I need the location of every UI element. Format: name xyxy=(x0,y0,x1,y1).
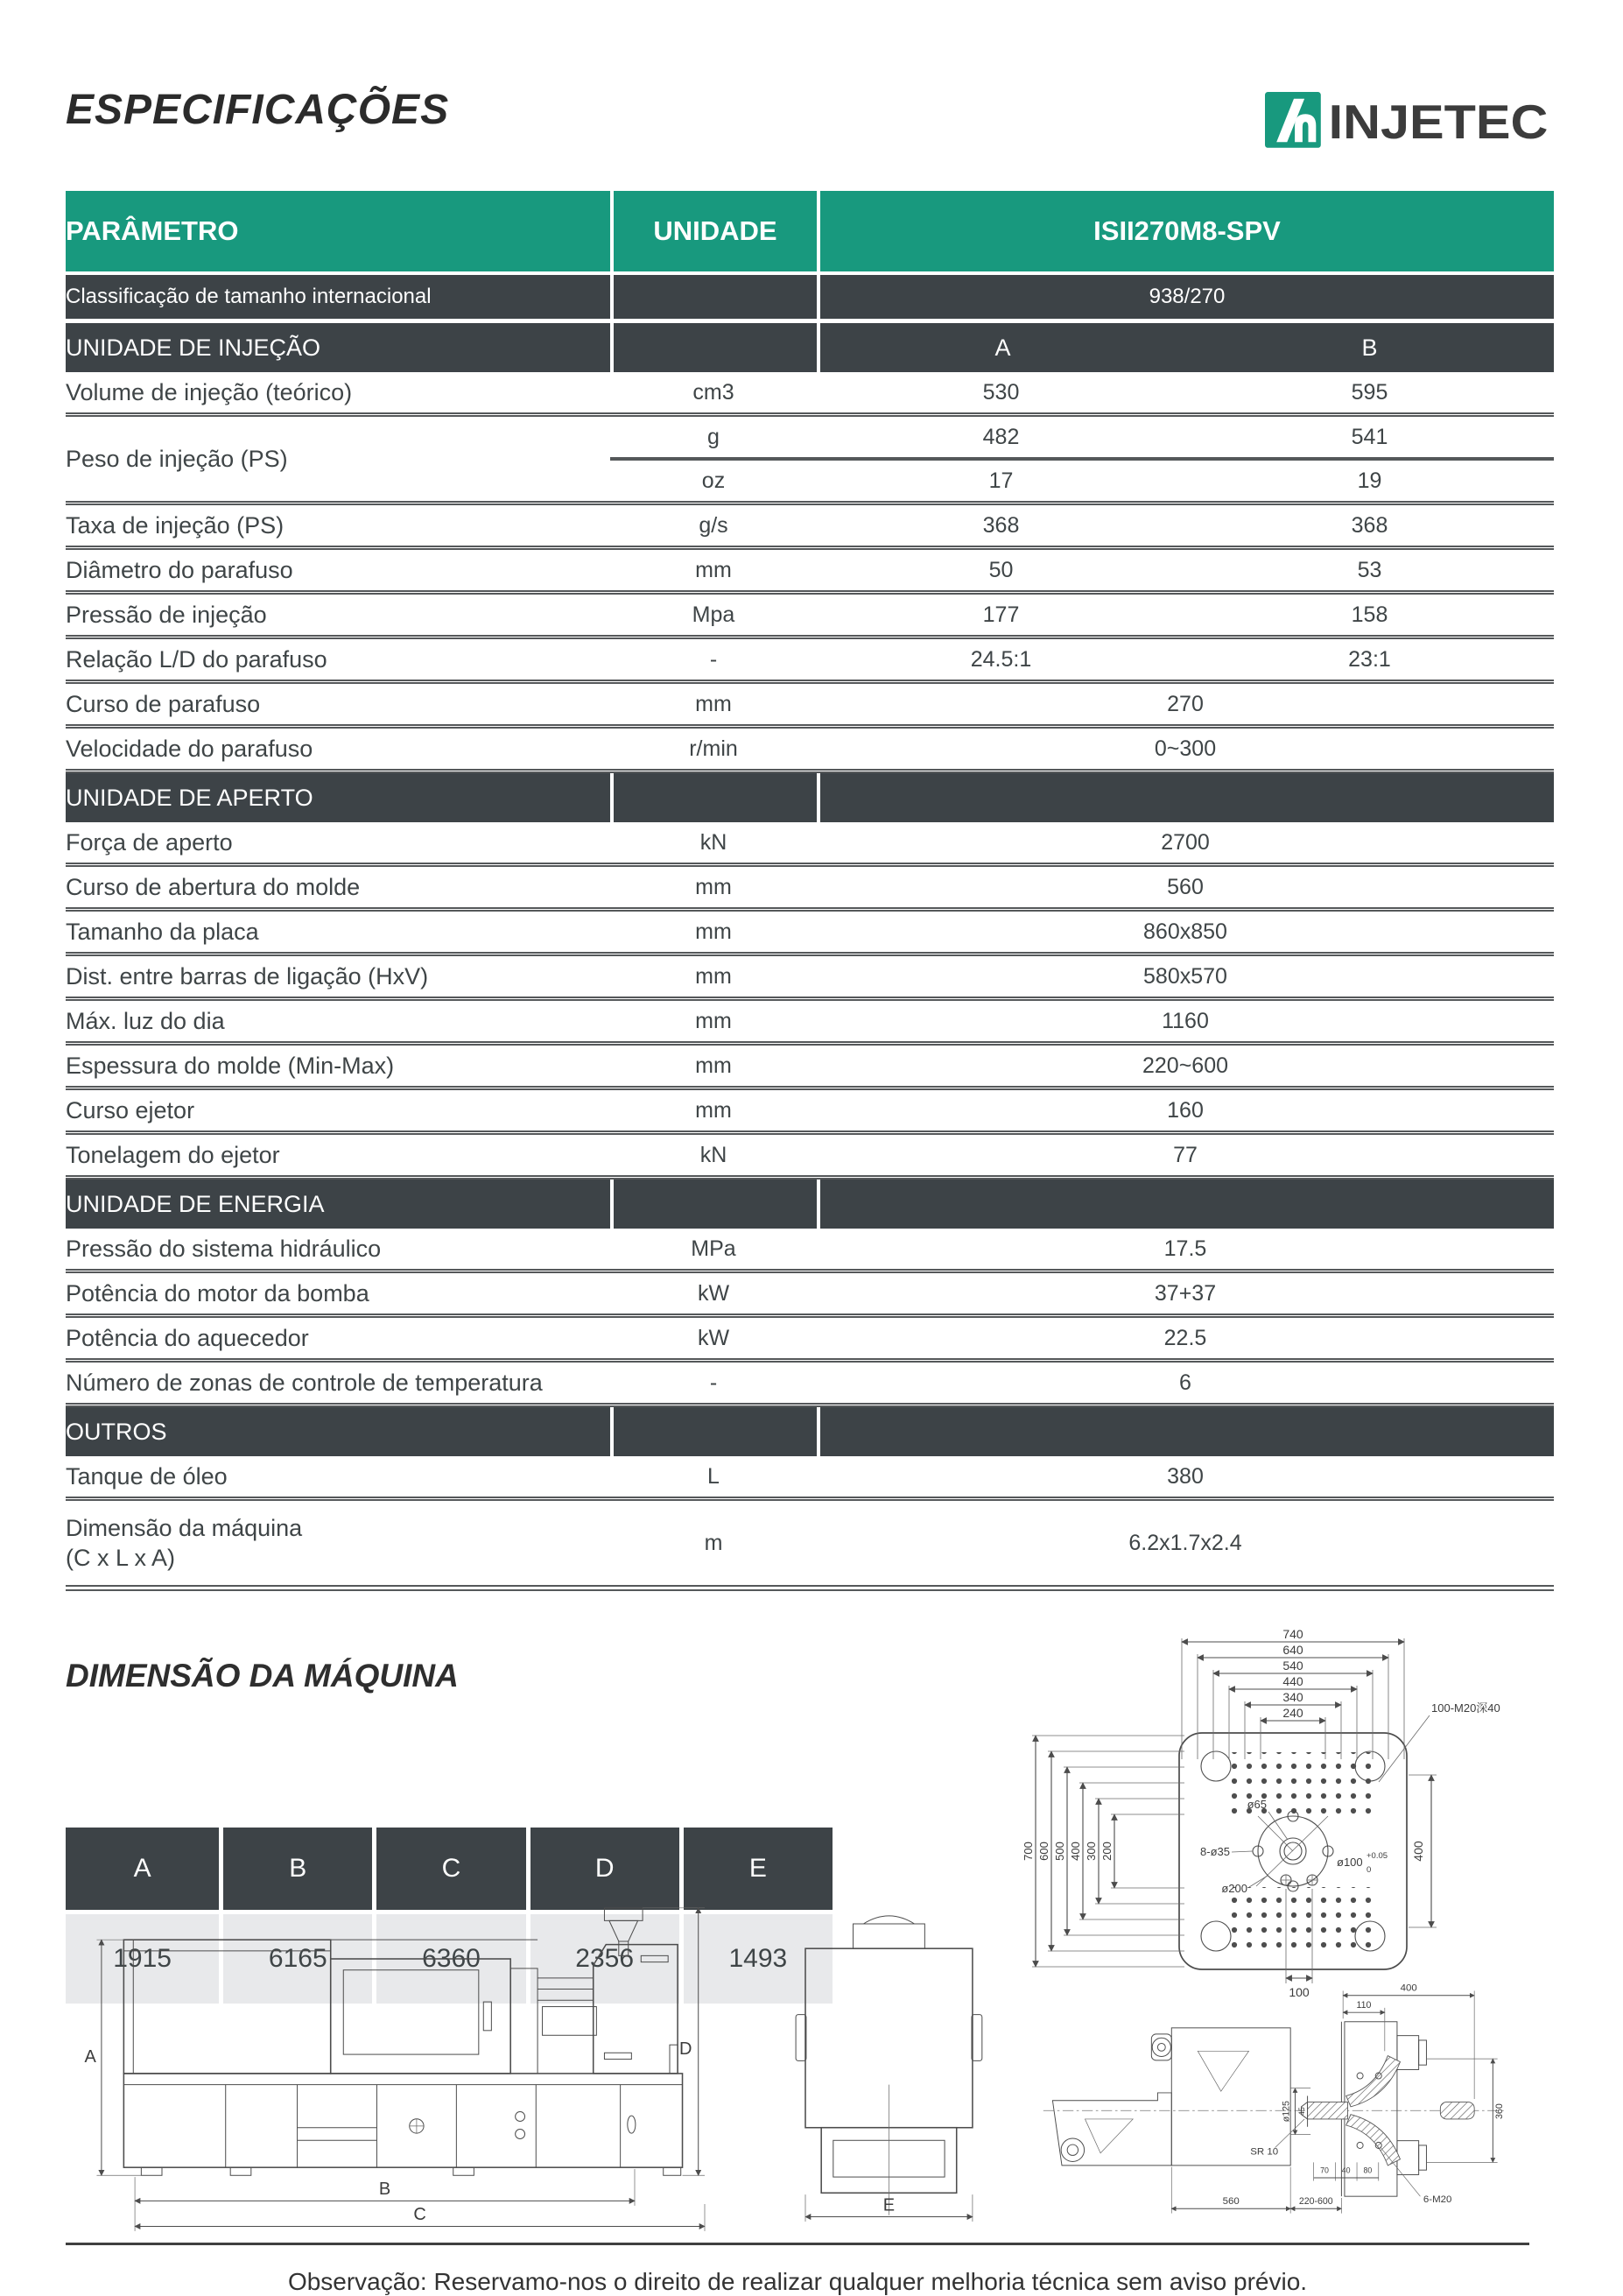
row-label: Velocidade do parafuso xyxy=(66,729,610,773)
row-label: Tamanho da placa xyxy=(66,912,610,956)
dim-label: 360 xyxy=(1493,2103,1505,2119)
spec-table xyxy=(66,191,1554,1591)
section-others-label: OUTROS xyxy=(66,1407,610,1456)
clamp-frame xyxy=(1052,2028,1290,2166)
dim-val-a: 1915 xyxy=(66,1914,219,2004)
table-row-pressao xyxy=(66,595,1554,639)
annotation-d65: ø65 xyxy=(1247,1798,1267,1811)
row-value-b: 368 xyxy=(1185,505,1554,550)
dim-label: 6-M20 xyxy=(1423,2194,1452,2206)
dim-label: 300 xyxy=(1085,1842,1098,1861)
platen-top-dims xyxy=(1182,1628,1404,1759)
size-class-label: Classificação de tamanho internacional xyxy=(66,275,610,323)
row-value: 0~300 xyxy=(817,729,1554,773)
dim-val-d: 2356 xyxy=(526,1914,679,2004)
row-value-a: 530 xyxy=(817,372,1185,417)
col-header-unit: UNIDADE xyxy=(610,191,817,275)
section-empty-cell xyxy=(610,773,817,822)
row-unit: oz xyxy=(610,461,817,505)
dim-b-label: B xyxy=(378,2180,391,2200)
row-unit: L xyxy=(610,1456,817,1501)
row-label: Pressão de injeção xyxy=(66,595,610,639)
row-label-line2: (C x L x A) xyxy=(66,1545,176,1571)
row-value: 220~600 xyxy=(817,1046,1554,1090)
row-value-a: 50 xyxy=(817,550,1185,595)
row-unit: m xyxy=(610,1501,817,1591)
row-value: 270 xyxy=(817,684,1554,729)
front-view-dims xyxy=(805,2194,973,2222)
row-value-b: 53 xyxy=(1185,550,1554,595)
row-label: Potência do motor da bomba xyxy=(66,1273,610,1318)
dim-label: 40 xyxy=(1341,2166,1351,2175)
table-row-curso-abertura xyxy=(66,867,1554,912)
dim-label: 400 xyxy=(1400,1983,1417,1994)
dim-label: 400 xyxy=(1069,1842,1082,1861)
table-row-pressao-hidr xyxy=(66,1229,1554,1273)
row-value: 580x570 xyxy=(817,956,1554,1001)
row-unit: kN xyxy=(610,1135,817,1180)
page-title: ESPECIFICAÇÕES xyxy=(66,87,450,133)
dim-label: 220-600 xyxy=(1298,2195,1333,2207)
clamp-detail-dims xyxy=(1171,1983,1505,2213)
dim-col-b: B xyxy=(219,1828,372,1914)
dim-label: 70 xyxy=(1320,2166,1329,2175)
platen-drawing xyxy=(1022,1628,1547,2004)
row-label: Relação L/D do parafuso xyxy=(66,639,610,684)
size-class-row xyxy=(66,275,1554,323)
brand-logo xyxy=(1265,89,1554,157)
machine-front-view-drawing xyxy=(762,1889,1016,2239)
dim-label: 340 xyxy=(1282,1690,1303,1704)
row-value-b: 541 xyxy=(1185,417,1554,461)
annotation-tolerance-upper: +0.05 xyxy=(1367,1851,1388,1861)
section-empty-cell xyxy=(610,1407,817,1456)
table-row-diametro xyxy=(66,550,1554,595)
row-label: Peso de injeção (PS) xyxy=(66,417,610,505)
row-value: 560 xyxy=(817,867,1554,912)
row-value-a: 368 xyxy=(817,505,1185,550)
annotation-tolerance-lower: 0 xyxy=(1367,1865,1372,1875)
dim-c-label: C xyxy=(413,2205,426,2225)
row-label: Curso ejetor xyxy=(66,1090,610,1135)
row-unit: mm xyxy=(610,867,817,912)
row-unit: g/s xyxy=(610,505,817,550)
dim-col-d: D xyxy=(526,1828,679,1914)
table-row-max-luz xyxy=(66,1001,1554,1046)
section-others-row xyxy=(66,1407,1554,1456)
section-empty-cell xyxy=(817,1180,1554,1229)
annotation-d100: ø100 xyxy=(1337,1856,1363,1869)
row-unit: - xyxy=(610,639,817,684)
row-label: Tanque de óleo xyxy=(66,1456,610,1501)
dim-val-e: 1493 xyxy=(679,1914,833,2004)
row-unit: MPa xyxy=(610,1229,817,1273)
platen-left-dims xyxy=(1022,1736,1184,1967)
row-value: 6 xyxy=(817,1363,1554,1407)
row-value: 37+37 xyxy=(817,1273,1554,1318)
row-label-line1: Dimensão da máquina xyxy=(66,1515,303,1541)
row-unit: mm xyxy=(610,912,817,956)
row-unit: Mpa xyxy=(610,595,817,639)
dim-val-c: 6360 xyxy=(372,1914,525,2004)
row-unit: g xyxy=(610,417,817,461)
table-row-peso-g xyxy=(66,417,1554,461)
section-empty-cell xyxy=(610,1180,817,1229)
dim-label: 45 xyxy=(1297,2107,1307,2116)
dim-label: 540 xyxy=(1282,1659,1303,1673)
table-row-tanque xyxy=(66,1456,1554,1501)
table-row-zonas xyxy=(66,1363,1554,1407)
row-label: Curso de parafuso xyxy=(66,684,610,729)
dim-col-c: C xyxy=(372,1828,525,1914)
logo-wordmark: INJETEC xyxy=(1328,94,1549,149)
row-unit: mm xyxy=(610,1001,817,1046)
row-value: 380 xyxy=(817,1456,1554,1501)
col-header-parameter: PARÂMETRO xyxy=(66,191,610,275)
row-unit: mm xyxy=(610,550,817,595)
row-label: Curso de abertura do molde xyxy=(66,867,610,912)
dimension-section-title: DIMENSÃO DA MÁQUINA xyxy=(66,1658,459,1694)
row-unit: mm xyxy=(610,1046,817,1090)
table-row-curso-parafuso xyxy=(66,684,1554,729)
table-row-relacao xyxy=(66,639,1554,684)
row-unit: mm xyxy=(610,684,817,729)
dim-label: 110 xyxy=(1356,1999,1372,2011)
annotation-d200: ø200 xyxy=(1221,1882,1247,1895)
row-unit: r/min xyxy=(610,729,817,773)
section-injection-row xyxy=(66,323,1554,372)
row-label: Espessura do molde (Min-Max) xyxy=(66,1046,610,1090)
machine-dimension-section xyxy=(66,1628,1554,2237)
table-row-tonelagem xyxy=(66,1135,1554,1180)
front-view-body xyxy=(796,1916,982,2215)
table-row-forca xyxy=(66,822,1554,867)
row-value-a: 17 xyxy=(817,461,1185,505)
row-value-b: 158 xyxy=(1185,595,1554,639)
table-row-dimensao-maquina xyxy=(66,1501,1554,1591)
section-power-label: UNIDADE DE ENERGIA xyxy=(66,1180,610,1229)
dim-label: 560 xyxy=(1222,2195,1240,2207)
row-label: Volume de injeção (teórico) xyxy=(66,372,610,417)
dim-d-label: D xyxy=(679,2039,692,2060)
row-label: Tonelagem do ejetor xyxy=(66,1135,610,1180)
subcol-a: A xyxy=(817,323,1185,372)
side-view-dims xyxy=(85,1908,705,2231)
dim-label: 100 xyxy=(1289,1985,1310,1999)
dim-a-label: A xyxy=(84,2047,96,2067)
dim-label: 600 xyxy=(1037,1842,1050,1861)
table-row-espessura xyxy=(66,1046,1554,1090)
row-value-b: 23:1 xyxy=(1185,639,1554,684)
size-class-unit-empty xyxy=(610,275,817,323)
table-row-taxa xyxy=(66,505,1554,550)
row-unit: cm3 xyxy=(610,372,817,417)
table-row-volume xyxy=(66,372,1554,417)
page-footer xyxy=(66,2243,1529,2296)
dim-label: 200 xyxy=(1100,1842,1114,1861)
row-value: 1160 xyxy=(817,1001,1554,1046)
row-value: 860x850 xyxy=(817,912,1554,956)
dim-val-b: 6165 xyxy=(219,1914,372,2004)
section-injection-unit-empty xyxy=(610,323,817,372)
row-value: 77 xyxy=(817,1135,1554,1180)
row-unit: mm xyxy=(610,1090,817,1135)
row-label: Força de aperto xyxy=(66,822,610,867)
dim-e-label: E xyxy=(882,2195,896,2215)
subcol-b: B xyxy=(1185,323,1554,372)
section-empty-cell xyxy=(817,773,1554,822)
clamp-detail-drawing xyxy=(1036,1968,1514,2230)
spec-header-row xyxy=(66,191,1554,275)
section-injection-label: UNIDADE DE INJEÇÃO xyxy=(66,323,610,372)
row-value-b: 595 xyxy=(1185,372,1554,417)
dim-col-e: E xyxy=(679,1828,833,1914)
dim-label: 240 xyxy=(1282,1706,1303,1720)
row-value: 17.5 xyxy=(817,1229,1554,1273)
dim-label: ø125 xyxy=(1281,2101,1292,2123)
row-value: 160 xyxy=(817,1090,1554,1135)
machine-body xyxy=(123,1908,682,2175)
section-power-row xyxy=(66,1180,1554,1229)
dim-label: 400 xyxy=(1411,1841,1425,1862)
col-header-model: ISII270M8-SPV xyxy=(817,191,1554,275)
table-row-potencia-bomba xyxy=(66,1273,1554,1318)
section-empty-cell xyxy=(817,1407,1554,1456)
table-row-velocidade xyxy=(66,729,1554,773)
annotation-bolt-holes: 100-M20深40 xyxy=(1431,1701,1500,1715)
row-label: Dist. entre barras de ligação (HxV) xyxy=(66,956,610,1001)
annotation-8-d35: 8-ø35 xyxy=(1200,1845,1230,1858)
dim-label: 80 xyxy=(1363,2166,1373,2175)
row-value-a: 482 xyxy=(817,417,1185,461)
dim-label: SR 10 xyxy=(1250,2146,1279,2158)
dim-label: 640 xyxy=(1282,1643,1303,1657)
footer-note: Observação: Reservamo-nos o direito de realizar qualquer melhoria técnica sem aviso prévio. xyxy=(287,2268,1308,2295)
row-label: Taxa de injeção (PS) xyxy=(66,505,610,550)
row-label: Potência do aquecedor xyxy=(66,1318,610,1363)
row-value: 6.2x1.7x2.4 xyxy=(817,1501,1554,1591)
row-unit: kW xyxy=(610,1318,817,1363)
dim-col-a: A xyxy=(66,1828,219,1914)
dim-label: 440 xyxy=(1282,1674,1303,1688)
dim-label: 500 xyxy=(1053,1842,1066,1861)
table-row-tamanho-placa xyxy=(66,912,1554,956)
row-value-b: 19 xyxy=(1185,461,1554,505)
row-label: Diâmetro do parafuso xyxy=(66,550,610,595)
table-row-potencia-aquecedor xyxy=(66,1318,1554,1363)
injetec-logo-icon xyxy=(1265,89,1554,152)
row-unit: mm xyxy=(610,956,817,1001)
size-class-value: 938/270 xyxy=(817,275,1554,323)
machine-side-view-drawing xyxy=(74,1889,711,2239)
page-header xyxy=(66,74,1554,170)
section-clamping-label: UNIDADE DE APERTO xyxy=(66,773,610,822)
row-unit: kW xyxy=(610,1273,817,1318)
row-label: Pressão do sistema hidráulico xyxy=(66,1229,610,1273)
dim-label: 700 xyxy=(1022,1842,1035,1861)
row-label: Máx. luz do dia xyxy=(66,1001,610,1046)
row-unit: kN xyxy=(610,822,817,867)
row-value: 2700 xyxy=(817,822,1554,867)
table-row-curso-ejetor xyxy=(66,1090,1554,1135)
row-value: 22.5 xyxy=(817,1318,1554,1363)
row-label: Número de zonas de controle de temperatura xyxy=(66,1363,610,1407)
table-row-dist-barras xyxy=(66,956,1554,1001)
dim-label: 740 xyxy=(1282,1628,1303,1641)
row-value-a: 177 xyxy=(817,595,1185,639)
row-unit: - xyxy=(610,1363,817,1407)
row-value-a: 24.5:1 xyxy=(817,639,1185,684)
section-clamping-row xyxy=(66,773,1554,822)
row-label xyxy=(66,1501,610,1591)
